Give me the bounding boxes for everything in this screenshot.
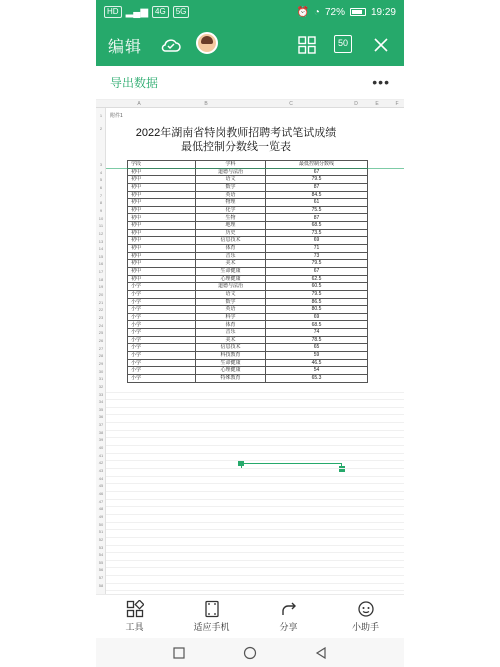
cell-stage[interactable]: 初中 (128, 183, 196, 191)
cell-min-score[interactable]: 68.5 (266, 222, 368, 230)
cell-stage[interactable]: 初中 (128, 245, 196, 253)
column-header[interactable]: B (204, 101, 208, 107)
row-number[interactable]: 21 (98, 299, 104, 305)
cell-subject[interactable]: 心理健康 (196, 275, 266, 283)
row-number[interactable]: 16 (98, 261, 104, 267)
grid-line (106, 437, 404, 438)
cell-min-score[interactable]: 87 (266, 183, 368, 191)
cell-subject[interactable]: 特殊教育 (196, 374, 266, 382)
cell-min-score[interactable]: 78.5 (266, 336, 368, 344)
table-row (128, 352, 368, 360)
grid-line (106, 422, 404, 423)
cell-subject[interactable]: 道德与法治 (196, 283, 266, 291)
status-left (104, 6, 189, 18)
row-number[interactable]: 29 (98, 360, 104, 366)
cell-min-score[interactable]: 84.5 (266, 191, 368, 199)
grid-line (106, 545, 404, 546)
cell-stage[interactable]: 小学 (128, 313, 196, 321)
row-number[interactable]: 33 (98, 391, 104, 397)
cell-subject[interactable]: 历史 (196, 229, 266, 237)
document-title: 2022年湖南省特岗教师招聘考试笔试成绩 (135, 127, 337, 139)
table-row (128, 191, 368, 199)
cell-min-score[interactable]: 67 (266, 267, 368, 275)
row-number[interactable]: 28 (98, 353, 104, 359)
row-number[interactable]: 7 (99, 192, 103, 198)
grid-line (106, 491, 404, 492)
row-number[interactable]: 15 (98, 253, 104, 259)
row-number[interactable]: 23 (98, 315, 104, 320)
cell-stage[interactable]: 初中 (128, 168, 196, 176)
row-number[interactable]: 32 (98, 383, 104, 389)
table-header-row (128, 161, 368, 169)
row-number[interactable]: 18 (98, 276, 104, 282)
cell-min-score[interactable]: 75.5 (266, 206, 368, 214)
cell-min-score[interactable]: 65.3 (266, 374, 368, 382)
row-number[interactable]: 57 (98, 575, 104, 581)
table-row (128, 168, 368, 176)
fit-phone-icon (203, 600, 221, 618)
row-number[interactable]: 3 (99, 162, 103, 167)
grid-line (106, 407, 404, 408)
header-stage[interactable]: 学段 (128, 161, 196, 169)
row-number[interactable]: 9 (99, 207, 103, 213)
cell-subject[interactable]: 语文 (196, 176, 266, 184)
table-row (128, 298, 368, 306)
table-row (128, 275, 368, 283)
grid-line (106, 560, 404, 561)
clock: 19:29 (370, 6, 396, 18)
cell-stage[interactable]: 初中 (128, 199, 196, 207)
grid-line (106, 430, 404, 431)
row-number[interactable]: 46 (98, 490, 104, 496)
cell-subject[interactable]: 音乐 (196, 252, 266, 260)
grid-line (106, 392, 404, 393)
grid-line (106, 483, 404, 484)
table-row (128, 329, 368, 337)
battery-icon (350, 8, 366, 16)
table-row (128, 222, 368, 230)
grid-line (106, 590, 404, 591)
table-row (128, 183, 368, 191)
tab-label: 工具 (125, 622, 144, 632)
row-number[interactable]: 49 (98, 513, 104, 519)
cell-min-score[interactable]: 69 (266, 313, 368, 321)
cell-subject[interactable]: 物理 (196, 199, 266, 207)
cell-stage[interactable]: 小学 (128, 298, 196, 306)
cell-subject[interactable]: 信息技术 (196, 344, 266, 352)
row-number[interactable]: 45 (98, 483, 104, 489)
wifi-icon: ◔ (313, 6, 320, 18)
cell-stage[interactable]: 小学 (128, 336, 196, 344)
document-subtitle: 最低控制分数线一览表 (181, 141, 291, 153)
status-bar (96, 0, 404, 24)
cell-min-score[interactable]: 68.5 (266, 321, 368, 329)
row-number[interactable]: 34 (98, 399, 104, 405)
cell-min-score[interactable]: 62.5 (266, 275, 368, 283)
grid-line (106, 567, 404, 568)
sub-toolbar (96, 66, 404, 100)
right-margin (404, 0, 500, 667)
table-row (128, 359, 368, 367)
cell-min-score[interactable]: 73.5 (266, 229, 368, 237)
cell-min-score[interactable]: 87 (266, 214, 368, 222)
row-number[interactable]: 30 (98, 368, 104, 374)
row-number[interactable]: 6 (99, 184, 103, 190)
cell-min-score[interactable]: 46.5 (266, 359, 368, 367)
table-row (128, 260, 368, 268)
cell-stage[interactable]: 初中 (128, 176, 196, 184)
row-number[interactable]: 27 (98, 345, 104, 351)
table-row (128, 267, 368, 275)
cell-subject[interactable]: 化学 (196, 206, 266, 214)
row-number[interactable]: 43 (98, 468, 104, 473)
cell-subject[interactable]: 信息技术 (196, 237, 266, 245)
header-subject[interactable]: 学科 (196, 161, 266, 169)
cell-stage[interactable]: 小学 (128, 283, 196, 291)
row-number[interactable]: 20 (98, 292, 104, 298)
cell-subject[interactable]: 美术 (196, 336, 266, 344)
network-indicator-2: 5G (173, 6, 190, 18)
tab-share[interactable] (250, 595, 327, 638)
share-icon (280, 600, 298, 618)
app-toolbar (96, 24, 404, 66)
cell-min-score[interactable]: 67 (266, 168, 368, 176)
grid-line (106, 506, 404, 507)
table-row (128, 306, 368, 314)
column-header[interactable]: D (354, 101, 358, 107)
table-row (128, 374, 368, 382)
cell-stage[interactable]: 小学 (128, 290, 196, 298)
left-margin (0, 0, 96, 667)
grid-line (106, 445, 404, 446)
close-icon[interactable] (370, 34, 392, 56)
grid-line (106, 575, 404, 576)
cell-stage[interactable]: 初中 (128, 214, 196, 222)
table-row (128, 237, 368, 245)
row-number[interactable]: 13 (98, 238, 104, 244)
cell-subject[interactable]: 英语 (196, 306, 266, 314)
cell-min-score[interactable]: 79.5 (266, 290, 368, 298)
battery-percent: 72% (324, 6, 345, 18)
row-number-column (96, 108, 106, 594)
tab-label: 适应手机 (193, 622, 230, 632)
cell-subject[interactable]: 地理 (196, 222, 266, 230)
row-number[interactable]: 54 (98, 552, 104, 558)
cell-min-score[interactable]: 60.5 (266, 283, 368, 291)
avatar[interactable] (196, 32, 218, 54)
grid-line (106, 399, 404, 400)
cell-stage[interactable]: 小学 (128, 374, 196, 382)
row-number[interactable]: 58 (98, 582, 104, 588)
spreadsheet-view[interactable] (96, 100, 404, 594)
tab-label: 小助手 (351, 622, 379, 632)
frozen-pane-line (106, 168, 404, 169)
tab-tools[interactable] (96, 595, 173, 638)
row-number[interactable]: 12 (98, 230, 104, 236)
cell-subject[interactable]: 生命健康 (196, 359, 266, 367)
cell-subject[interactable]: 生命健康 (196, 267, 266, 275)
row-number[interactable]: 35 (98, 406, 104, 412)
table-row (128, 313, 368, 321)
grid-line (106, 468, 404, 469)
cell-stage[interactable]: 初中 (128, 252, 196, 260)
row-number[interactable]: 37 (98, 422, 104, 428)
table-row (128, 252, 368, 260)
cell-subject[interactable]: 道德与法治 (196, 168, 266, 176)
row-number[interactable]: 41 (98, 452, 104, 458)
row-number[interactable]: 39 (98, 437, 104, 443)
cell-stage[interactable]: 小学 (128, 329, 196, 337)
bottom-tab-bar (96, 594, 404, 638)
selection-handle-end[interactable] (339, 466, 345, 472)
status-right (296, 7, 396, 18)
row-number[interactable]: 19 (98, 284, 104, 290)
row-number[interactable]: 17 (98, 269, 104, 275)
cell-subject[interactable]: 语文 (196, 290, 266, 298)
table-row (128, 321, 368, 329)
row-number[interactable]: 38 (98, 429, 104, 435)
cell-stage[interactable]: 小学 (128, 306, 196, 314)
row-number[interactable]: 5 (99, 177, 103, 183)
grid-line (106, 537, 404, 538)
cell-subject[interactable]: 数学 (196, 183, 266, 191)
table-row (128, 344, 368, 352)
table-row (128, 206, 368, 214)
table-row (128, 199, 368, 207)
cell-subject[interactable]: 生物 (196, 214, 266, 222)
grid-line (106, 460, 404, 461)
row-number[interactable]: 40 (98, 445, 104, 451)
cell-min-score[interactable]: 86.5 (266, 298, 368, 306)
back-icon[interactable] (315, 647, 327, 659)
cell-stage[interactable]: 初中 (128, 275, 196, 283)
row-number[interactable]: 53 (98, 544, 104, 550)
table-row (128, 290, 368, 298)
row-number[interactable]: 51 (98, 529, 104, 535)
cell-min-score[interactable]: 73 (266, 252, 368, 260)
table-row (128, 214, 368, 222)
row-number[interactable]: 36 (98, 414, 104, 420)
tab-fit-phone[interactable] (173, 595, 250, 638)
cell-subject[interactable]: 数学 (196, 298, 266, 306)
grid-line (106, 414, 404, 415)
cell-min-score[interactable]: 54 (266, 367, 368, 375)
cell-min-score[interactable]: 79.5 (266, 176, 368, 184)
system-nav-bar (96, 638, 404, 667)
cell-subject[interactable]: 科技教育 (196, 352, 266, 360)
grid-line (106, 529, 404, 530)
grid-line (106, 583, 404, 584)
row-number[interactable]: 11 (98, 223, 104, 229)
row-number[interactable]: 55 (98, 559, 104, 565)
row-number[interactable]: 31 (98, 376, 104, 382)
column-header[interactable]: F (395, 101, 399, 107)
cell-stage[interactable]: 小学 (128, 352, 196, 360)
header-min-score[interactable]: 最低控制分数线 (266, 161, 368, 169)
row-number[interactable]: 56 (98, 567, 104, 573)
cell-min-score[interactable]: 71 (266, 245, 368, 253)
grid-line (106, 453, 404, 454)
cell-min-score[interactable]: 80.5 (266, 306, 368, 314)
cell-stage[interactable]: 初中 (128, 222, 196, 230)
cell-stage[interactable]: 小学 (128, 344, 196, 352)
home-icon[interactable] (243, 646, 257, 660)
cell-min-score[interactable]: 59 (266, 352, 368, 360)
cell-subject[interactable]: 音乐 (196, 329, 266, 337)
signal-icon: ▂▄▆ (125, 6, 149, 18)
cell-stage[interactable]: 初中 (128, 229, 196, 237)
grid-line (106, 476, 404, 477)
export-data-button[interactable]: 导出数据 (110, 76, 159, 90)
edit-button[interactable]: 编辑 (108, 38, 143, 56)
score-table (127, 160, 368, 383)
tools-icon (126, 600, 144, 618)
row-number[interactable]: 1 (99, 113, 103, 118)
grid-line (106, 499, 404, 500)
row-number[interactable]: 8 (99, 200, 103, 206)
table-row (128, 283, 368, 291)
column-header[interactable]: C (289, 101, 293, 107)
cell-subject[interactable]: 英语 (196, 191, 266, 199)
row-number[interactable]: 4 (99, 169, 103, 175)
cell-min-score[interactable]: 69 (266, 237, 368, 245)
sheet-count-button[interactable]: 50 (334, 35, 352, 53)
cell-subject[interactable]: 体育 (196, 245, 266, 253)
cell-stage[interactable]: 小学 (128, 321, 196, 329)
cell-min-score[interactable]: 74 (266, 329, 368, 337)
column-header-bar (96, 100, 404, 108)
column-header[interactable]: E (375, 101, 379, 107)
row-number[interactable]: 48 (98, 506, 104, 512)
row-number[interactable]: 10 (98, 215, 104, 221)
assistant-icon (357, 600, 375, 618)
cell-min-score[interactable]: 65 (266, 344, 368, 352)
column-header[interactable]: A (137, 101, 141, 107)
table-row (128, 367, 368, 375)
cell-stage[interactable]: 小学 (128, 367, 196, 375)
cell-stage[interactable]: 小学 (128, 359, 196, 367)
row-number[interactable]: 22 (98, 307, 104, 313)
cell-stage[interactable]: 初中 (128, 206, 196, 214)
cell-subject[interactable]: 美术 (196, 260, 266, 268)
sheet-label: 附件1 (110, 113, 123, 119)
row-number[interactable]: 2 (99, 126, 103, 131)
cell-stage[interactable]: 初中 (128, 191, 196, 199)
cell-stage[interactable]: 初中 (128, 237, 196, 245)
table-row (128, 229, 368, 237)
cell-stage[interactable]: 初中 (128, 267, 196, 275)
table-row (128, 336, 368, 344)
cell-min-score[interactable]: 79.5 (266, 260, 368, 268)
row-number[interactable]: 14 (98, 246, 104, 252)
row-number[interactable]: 50 (98, 521, 104, 527)
more-menu-icon[interactable]: ••• (372, 74, 390, 90)
cell-subject[interactable]: 体育 (196, 321, 266, 329)
row-number[interactable]: 26 (98, 337, 104, 343)
network-indicator: 4G (152, 6, 169, 18)
cell-subject[interactable]: 心理健康 (196, 367, 266, 375)
table-row (128, 176, 368, 184)
grid-line (106, 552, 404, 553)
hd-indicator: HD (104, 6, 122, 18)
phone-screen (96, 0, 404, 667)
grid-icon[interactable] (296, 34, 318, 56)
grid-line (106, 514, 404, 515)
row-number[interactable]: 44 (98, 475, 104, 481)
row-number[interactable]: 42 (98, 460, 104, 466)
row-number[interactable]: 52 (98, 536, 104, 542)
row-number[interactable]: 47 (98, 498, 104, 504)
row-number[interactable]: 24 (98, 322, 104, 328)
cell-subject[interactable]: 科学 (196, 313, 266, 321)
tab-assistant[interactable] (327, 595, 404, 638)
grid-line (106, 522, 404, 523)
cloud-check-icon[interactable] (160, 34, 182, 56)
recent-apps-icon[interactable] (173, 647, 185, 659)
cell-min-score[interactable]: 61 (266, 199, 368, 207)
row-number[interactable]: 25 (98, 330, 104, 336)
alarm-icon: ⏰ (296, 6, 309, 18)
tab-label: 分享 (279, 622, 298, 632)
table-row (128, 245, 368, 253)
cell-stage[interactable]: 初中 (128, 260, 196, 268)
